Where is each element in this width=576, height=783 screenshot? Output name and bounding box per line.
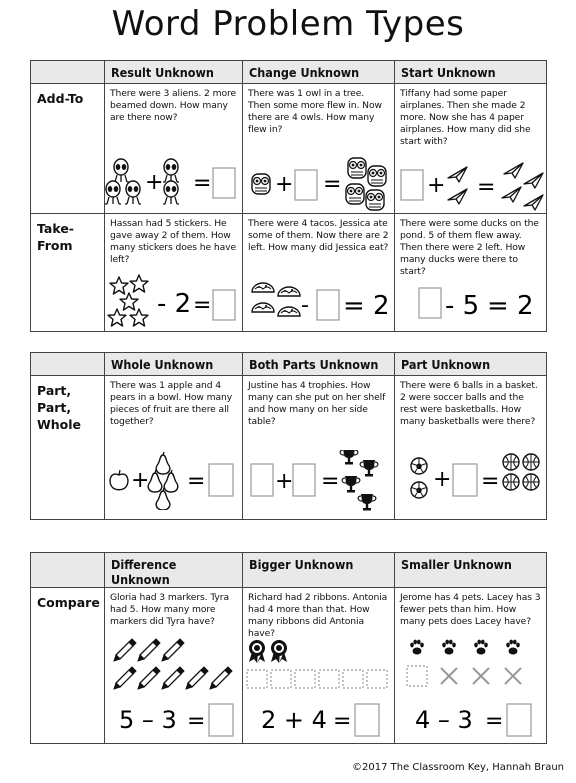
equals-sign: = <box>481 469 500 494</box>
alien-icon <box>125 181 141 204</box>
answer-box <box>209 704 233 736</box>
balls-equation <box>395 452 547 512</box>
soccer-ball-icon <box>411 458 427 474</box>
paper-airplane-icon <box>524 195 543 210</box>
dashed-box <box>407 666 427 686</box>
trophies-equation <box>243 450 395 514</box>
row-label-take-from: Take-From <box>37 221 74 253</box>
alien-icon <box>113 159 129 182</box>
fruit-equation <box>105 450 243 510</box>
markers-equation <box>105 636 243 740</box>
equals-sign: = <box>187 709 206 734</box>
equals-sign: = <box>333 709 352 734</box>
basketball-icon <box>523 454 539 470</box>
corner-cell <box>31 61 105 84</box>
marker-icon <box>138 667 160 689</box>
dashed-box <box>295 670 315 688</box>
row-label-part-part-whole: Part, Part, Whole <box>37 383 82 432</box>
cross-out-icon <box>441 668 457 684</box>
cross-out-icon <box>473 668 489 684</box>
dashed-box <box>367 670 387 688</box>
row-label-add-to: Add-To <box>37 91 84 106</box>
alien-icon <box>105 181 121 204</box>
pets-equation <box>395 636 547 740</box>
owl-icon <box>368 166 386 186</box>
problem-cell <box>395 214 547 332</box>
paw-icon <box>506 640 520 655</box>
dashed-box <box>271 670 291 688</box>
add-take-table <box>30 60 547 332</box>
basketball-icon <box>503 454 519 470</box>
paw-icon <box>474 640 488 655</box>
paper-airplane-icon <box>448 167 467 182</box>
marker-icon <box>114 639 136 661</box>
minus-sign: - <box>301 293 309 318</box>
corner-cell <box>31 553 105 588</box>
answer-box <box>355 704 379 736</box>
paw-icon <box>410 640 424 655</box>
star-icon <box>130 275 148 292</box>
problem-cell <box>395 588 547 744</box>
dashed-box <box>343 670 363 688</box>
column-header: Difference Unknown <box>111 557 177 587</box>
problem-cell <box>395 376 547 520</box>
owl-icon <box>252 174 270 194</box>
star-icon <box>120 293 138 310</box>
trophy-icon <box>342 476 360 493</box>
problem-text: Richard had 2 ribbons. Antonia had 4 more than that. How many ribbons did Antonia have? <box>248 592 388 639</box>
equals-sign: = <box>477 175 496 200</box>
answer-box <box>293 464 315 496</box>
expression: 2 + 4 <box>261 706 327 734</box>
row-label-compare: Compare <box>37 595 100 610</box>
paper-airplane-icon <box>504 163 523 178</box>
answer-box <box>419 288 441 318</box>
problem-cell <box>105 214 243 332</box>
paw-icon <box>442 640 456 655</box>
problem-text: Justine has 4 trophies. How many can she put on her shelf and how many on her side table? <box>248 380 386 427</box>
marker-icon <box>186 667 208 689</box>
equals-term: = 2 <box>343 291 390 321</box>
problem-text: Hassan had 5 stickers. He gave away 2 of them. How many stickers does he have left? <box>110 218 237 265</box>
owl-icon <box>346 184 364 204</box>
apple-icon <box>110 470 128 490</box>
trophy-icon <box>360 460 378 477</box>
stickers-equation <box>105 272 243 330</box>
airplanes-equation <box>395 158 547 214</box>
equals-sign: = <box>323 172 342 197</box>
answer-box <box>213 290 235 320</box>
answer-box <box>213 168 235 198</box>
paper-airplane-icon <box>448 189 467 204</box>
dashed-box <box>319 670 339 688</box>
ducks-equation <box>395 274 547 330</box>
owl-icon <box>348 158 366 178</box>
alien-icon <box>163 159 179 182</box>
answer-box <box>453 464 477 496</box>
answer-box <box>295 170 317 200</box>
paper-airplane-icon <box>502 187 521 202</box>
copyright-footer: ©2017 The Classroom Key, Hannah Braun <box>352 762 564 773</box>
equals-sign: = <box>193 171 212 196</box>
problem-cell <box>105 588 243 744</box>
problem-cell <box>243 214 395 332</box>
problem-text: Gloria had 3 markers. Tyra had 5. How many more markers did Tyra have? <box>110 592 229 627</box>
owl-icon <box>366 190 384 210</box>
ribbon-icon <box>271 640 287 663</box>
paper-airplane-icon <box>524 173 543 188</box>
ribbon-icon <box>249 640 265 663</box>
problem-cell <box>395 84 547 214</box>
answer-box <box>401 170 423 200</box>
answer-box <box>209 464 233 496</box>
column-header: Part Unknown <box>401 357 491 372</box>
marker-icon <box>162 639 184 661</box>
plus-sign: + <box>275 172 294 197</box>
expression: 5 – 3 <box>119 706 177 734</box>
problem-text: There were 6 balls in a basket. 2 were soccer balls and the rest were basketballs. How many basketballs were there? <box>400 380 538 427</box>
basketball-icon <box>503 474 519 490</box>
equals-sign: = <box>321 469 340 494</box>
star-icon <box>108 309 126 326</box>
plus-sign: + <box>131 468 150 493</box>
alien-icon <box>163 181 179 204</box>
taco-icon <box>252 303 274 312</box>
column-header: Bigger Unknown <box>249 557 354 572</box>
taco-icon <box>278 307 300 316</box>
column-header: Whole Unknown <box>111 357 214 372</box>
answer-box <box>251 464 273 496</box>
minus-term: - 2 <box>157 289 192 319</box>
equals-sign: = <box>485 709 504 734</box>
answer-box <box>507 704 531 736</box>
trophy-icon <box>358 494 376 511</box>
compare-table <box>30 552 547 744</box>
column-header: Change Unknown <box>249 65 360 80</box>
marker-icon <box>162 667 184 689</box>
problem-cell <box>105 84 243 214</box>
basketball-icon <box>523 474 539 490</box>
minus-term: - 5 <box>445 291 480 321</box>
aliens-equation <box>105 156 243 212</box>
plus-sign: + <box>427 173 446 198</box>
equals-sign: = <box>187 469 206 494</box>
column-header: Both Parts Unknown <box>249 357 379 372</box>
dashed-box <box>247 670 267 688</box>
equals-term: = 2 <box>487 291 534 321</box>
problem-text: Tiffany had some paper airplanes. Then she made 2 more. Now she has 4 paper airplanes. How many did she start with? <box>400 88 531 147</box>
problem-cell <box>243 84 395 214</box>
problem-text: There was 1 owl in a tree. Then some more flew in. Now there are 4 owls. How many flew in? <box>248 88 382 135</box>
marker-icon <box>138 639 160 661</box>
problem-text: There was 1 apple and 4 pears in a bowl. How many pieces of fruit are there all together? <box>110 380 233 427</box>
star-icon <box>130 309 148 326</box>
plus-sign: + <box>433 467 452 492</box>
expression: 4 – 3 <box>415 706 473 734</box>
tacos-equation <box>243 272 395 330</box>
column-header: Result Unknown <box>111 65 214 80</box>
column-header: Start Unknown <box>401 65 496 80</box>
taco-icon <box>252 283 274 292</box>
cross-out-icon <box>505 668 521 684</box>
part-whole-table <box>30 352 547 520</box>
problem-text: There were 3 aliens. 2 more beamed down. How many are there now? <box>110 88 237 123</box>
problem-cell <box>105 376 243 520</box>
marker-icon <box>114 667 136 689</box>
answer-box <box>317 290 339 320</box>
plus-sign: + <box>145 170 164 195</box>
trophy-icon <box>340 450 358 465</box>
ribbons-equation <box>243 636 395 740</box>
page-title: Word Problem Types <box>111 4 465 44</box>
star-icon <box>110 277 128 294</box>
problem-text: Jerome has 4 pets. Lacey has 3 fewer pets than him. How many pets does Lacey have? <box>400 592 541 627</box>
corner-cell <box>31 353 105 376</box>
taco-icon <box>278 287 300 296</box>
column-header: Smaller Unknown <box>401 557 512 572</box>
marker-icon <box>210 667 232 689</box>
soccer-ball-icon <box>411 482 427 498</box>
pear-icon <box>156 452 170 474</box>
equals-sign: = <box>193 293 212 318</box>
problem-cell <box>243 588 395 744</box>
owls-equation <box>243 156 395 212</box>
problem-text: There were some ducks on the pond. 5 of them flew away. Then there were 2 left. How many ducks were there to start? <box>400 218 539 277</box>
problem-text: There were 4 tacos. Jessica ate some of them. Now there are 2 left. How many did Jessica eat? <box>248 218 389 253</box>
plus-sign: + <box>275 469 294 494</box>
problem-cell <box>243 376 395 520</box>
